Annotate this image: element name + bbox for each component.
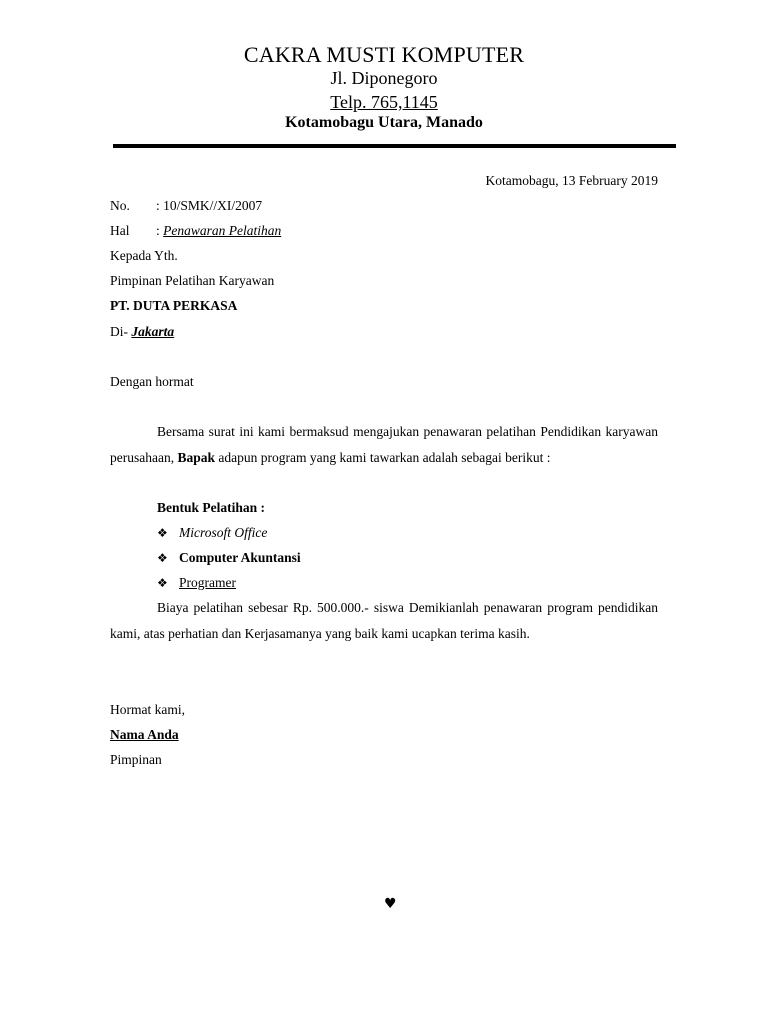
training-item-label: Microsoft Office [179,525,268,540]
company-city: Kotamobagu Utara, Manado [285,114,483,131]
body-paragraph-1 [110,419,658,470]
signer-title: Pimpinan [110,752,162,767]
company-phone: Telp. 765,1145 [330,92,438,112]
letter-date: Kotamobagu, 13 February 2019 [485,173,658,188]
number-value: : 10/SMK//XI/2007 [156,198,263,213]
diamond-bullet-icon: ❖ [157,576,168,590]
heart-icon: ♥ [384,896,397,912]
body-p2-text: Biaya pelatihan sebesar Rp. 500.000.- siswa Demikianlah penawaran program pendidikan kami, atas perhatian dan Kerjasamanya yang baik kami ucapkan terima kasih. [110,600,658,641]
subject-label: Hal [110,223,130,238]
subject-value: Penawaran Pelatihan [163,223,282,238]
recipient-location: Jakarta [131,324,175,339]
number-label: No. [110,198,130,213]
diamond-bullet-icon: ❖ [157,551,168,565]
body-p1-part-b: adapun program yang kami tawarkan adalah sebagai berikut : [215,449,551,465]
training-item [157,524,267,542]
closing-regards: Hormat kami, [110,702,185,717]
training-heading: Bentuk Pelatihan : [157,500,266,515]
letterhead-divider [113,144,676,148]
recipient-di-prefix: Di- [110,324,132,339]
salutation: Dengan hormat [110,374,194,389]
signer-name: Nama Anda [110,727,179,742]
training-item [157,549,301,567]
subject-colon: : [156,223,164,238]
recipient-position: Pimpinan Pelatihan Karyawan [110,273,275,288]
training-item-label: Computer Akuntansi [179,550,301,565]
training-item [157,574,236,592]
recipient-company: PT. DUTA PERKASA [110,298,238,313]
subject-line [156,222,281,240]
company-name: CAKRA MUSTI KOMPUTER [243,42,525,67]
recipient-location-line [110,323,174,341]
body-paragraph-2 [110,595,658,646]
body-p1-part-a: Bersama surat ini kami bermaksud mengajukan penawaran pelatihan Pendidikan karyawan perusahaan, [110,424,658,465]
training-item-label: Programer [179,575,236,590]
company-street: Jl. Diponegoro [330,68,438,88]
recipient-greeting: Kepada Yth. [110,248,178,263]
body-p1-bold: Bapak [177,449,215,465]
company-phone-wrap [0,92,768,113]
diamond-bullet-icon: ❖ [157,526,168,540]
